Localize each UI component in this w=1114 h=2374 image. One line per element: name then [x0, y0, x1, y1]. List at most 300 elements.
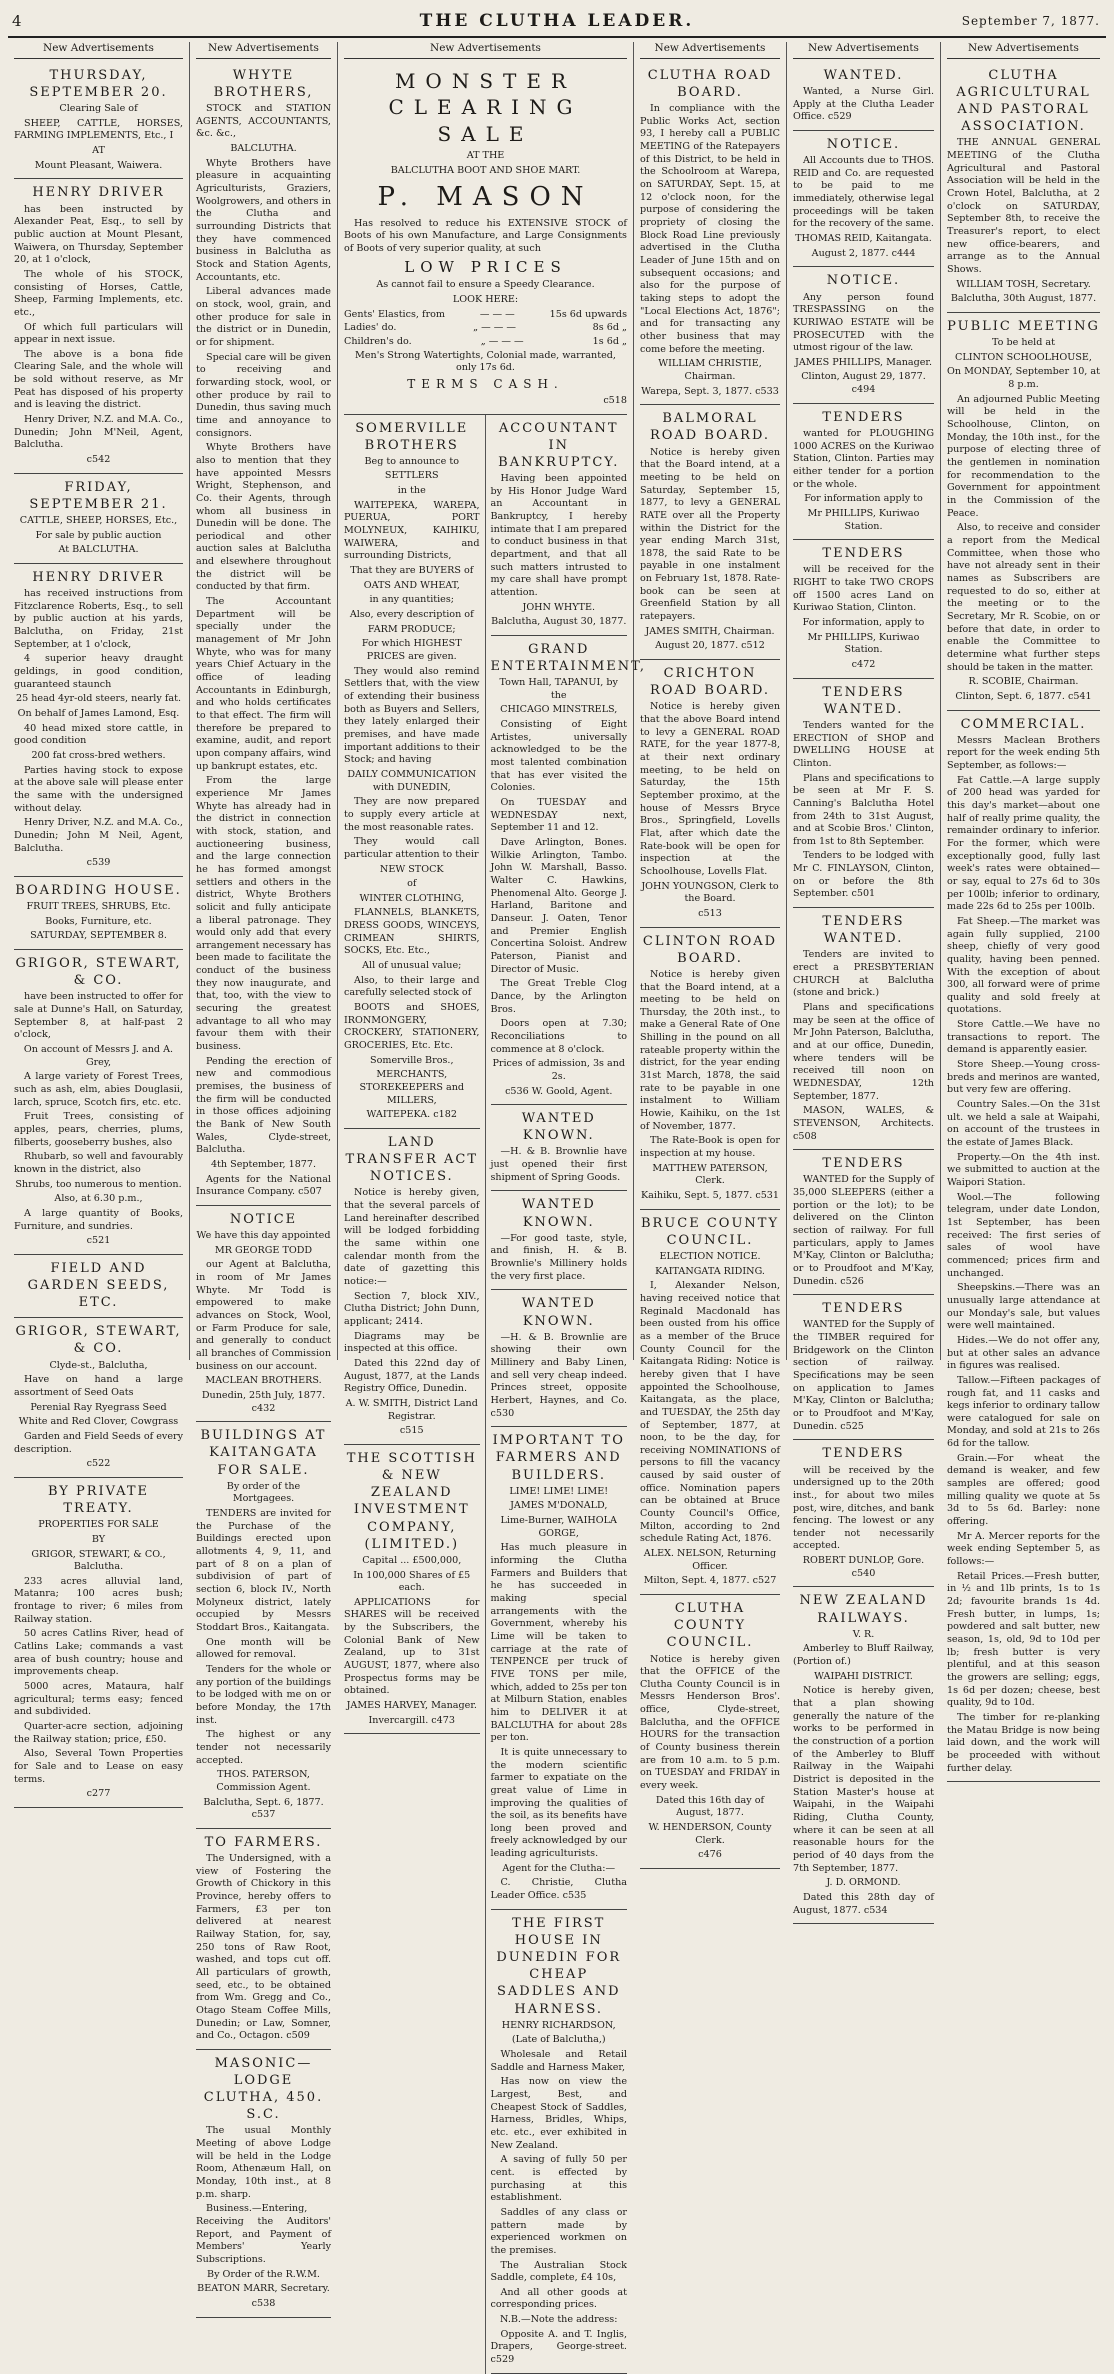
ad-text: Tenders are invited to erect a PRESBYTERIAN CHURCH at Balclutha (stone and brick.)	[793, 949, 934, 999]
ad-text: Prices of admission, 3s and 2s.	[492, 1058, 626, 1082]
ad-text: Mr PHILLIPS, Kuriwao Station.	[807, 631, 920, 656]
advertisement	[344, 1445, 480, 1734]
advertisement	[196, 62, 331, 1206]
ad-text: Having been appointed by His Honor Judge Ward an Accountant in Bankruptcy, I hereby intimate that I am prepared to conduct business in that department, and that all such matters intrusted to my care shall have prompt attention.	[490, 472, 627, 598]
ad-title: SOMERVILLE BROTHERS	[355, 420, 469, 453]
ad-text: JAMES HARVEY, Manager.	[346, 1700, 477, 1712]
ad-title: THE FIRST HOUSE IN DUNEDIN FOR CHEAP SADDLES AND HARNESS.	[496, 1915, 622, 2017]
ad-text: ELECTION NOTICE.	[659, 1250, 761, 1262]
ad-text: our Agent at Balclutha, in room of Mr James Whyte. Mr Todd is empowered to make advances on Stock, Wool, or Farm Produce for sale, and generally to conduct all branches of Commission business on our account.	[196, 1259, 331, 1372]
ad-title: NEW ZEALAND RAILWAYS.	[799, 1593, 928, 1626]
ad-text: The Accountant Department will be specially under the management of Mr John Whyte, who was for many years Chief Actuary in the office of leading Accountants in Edinburgh, and who holds certificates to that effect. The firm will therefore be prepared to examine, audit, and report upon company affairs, wind up bankrupt estates, etc.	[196, 596, 331, 772]
column-heading: New Advertisements	[947, 42, 1100, 59]
ad-text: Agents for the National Insurance Company. c507	[196, 1173, 331, 1198]
ad-text: APPLICATIONS for SHARES will be received by the Subscribers, the Colonial Bank of New Zealand, up to 31st AUGUST, 1877, where also Prospectus forms may be obtained.	[344, 1596, 480, 1697]
ad-text: Agent for the Clutha:—	[502, 1862, 616, 1874]
advertisement	[196, 2050, 331, 2318]
ad-text: Of which full particulars will appear in next issue.	[14, 321, 183, 346]
ad-title: WANTED KNOWN.	[521, 1197, 596, 1230]
column-heading: New Advertisements	[344, 42, 627, 59]
ad-text: Grain.—For wheat the demand is weaker, and few samples are offered; good milling quality we quote at 5s 3d to 5s 6d. Barley: none offering.	[947, 1452, 1100, 1528]
ad-text: Any person found TRESPASSING on the KURIWAO ESTATE will be PROSECUTED with the utmost rigour of the law.	[793, 291, 934, 354]
ad-text: CATTLE, SHEEP, HORSES, Etc.,	[19, 515, 178, 527]
ad-text: SHEEP, CATTLE, HORSES, FARMING IMPLEMENTS, Etc., I	[14, 117, 183, 142]
ad-title: WANTED KNOWN.	[521, 1111, 596, 1144]
ad-text: We have this day appointed	[196, 1230, 331, 1242]
ad-text: KAITANGATA RIDING.	[655, 1265, 765, 1277]
ad-text: Balclutha, 30th August, 1877.	[950, 293, 1097, 305]
ad-text: MERCHANTS, STOREKEEPERS and MILLERS,	[359, 1069, 465, 1106]
ad-text: Also, to receive and consider a report from the Medical Committee, when those who have not already sent in their names as Subscribers are requested to do so, either at the meeting or to the Secretary, Mr R. Scobie, on or before that date, in order to enable the Committee to determine what further steps should be taken in the matter.	[947, 522, 1100, 673]
ad-title: TENDERS	[822, 1446, 905, 1462]
ad-text: The Rate-Book is open for inspection at my house.	[640, 1135, 780, 1160]
ad-text: From the large experience Mr James Whyte has already had in the district in connection with stock, station, and auctioneering business, and the large connection he has formed amongst settlers and others in the district, Whyte Brothers solicit and fully anticipate a liberal patronage. They would only add that every arrangement necessary has been made to facilitate the conduct of the business they now inaugurate, and that, too, with the view to securing the greatest advantage to all who may favour them with their business.	[196, 775, 331, 1053]
ad-title: WANTED KNOWN.	[521, 1296, 596, 1329]
ad-text: —H. & B. Brownlie have just opened their first shipment of Spring Goods.	[490, 1146, 627, 1183]
ad-text: 40 head mixed store cattle, in good condition	[14, 722, 183, 747]
column-2	[190, 42, 338, 2309]
ad-text: Books, Furniture, etc.	[45, 915, 152, 927]
ad-text: Henry Driver, N.Z. and M.A. Co., Dunedin; John M Neil, Agent, Balclutha.	[14, 817, 183, 854]
ad-text: BOOTS and SHOES, IRONMONGERY, CROCKERY, STATIONERY, GROCERIES, Etc. Etc.	[344, 1002, 480, 1052]
clearing-sale-name: P. MASON	[377, 182, 594, 213]
ad-text: PROPERTIES FOR SALE	[38, 1519, 159, 1531]
ad-text: MR GEORGE TODD	[214, 1244, 313, 1256]
ad-text: LIME! LIME! LIME!	[509, 1485, 609, 1497]
advertisement	[491, 1191, 628, 1290]
advertisement	[14, 179, 183, 473]
ad-text: The whole of his STOCK, consisting of Horses, Cattle, Sheep, Farming Implements, etc. etc.,	[14, 268, 183, 318]
advertisement	[947, 62, 1100, 313]
ad-title: BALMORAL ROAD BOARD.	[649, 411, 771, 444]
advertisement	[196, 1829, 331, 2050]
ad-text: Special care will be given to receiving and forwarding stock, wool, or other produce by rail to Dunedin, thus saving much time and annoyance to consignors.	[196, 351, 331, 439]
ad-text: Dated this 16th day of August, 1877.	[655, 1794, 765, 1819]
ad-text: All of unusual value;	[362, 960, 462, 972]
ad-text: Invercargill. c473	[368, 1714, 455, 1726]
ad-text: WAITEPEKA. c182	[366, 1109, 457, 1121]
ad-title: HENRY DRIVER	[32, 185, 165, 201]
advertisement	[793, 131, 934, 267]
ad-text: N.B.—Note the address:	[500, 2314, 618, 2326]
ad-title: GRIGOR, STEWART, & CO.	[15, 956, 182, 989]
advertisement	[491, 1427, 628, 1909]
ad-text: ALEX. NELSON, Returning Officer.	[643, 1548, 777, 1572]
ad-text: Dated this 22nd day of August, 1877, at the Lands Registry Office, Dunedin.	[344, 1357, 480, 1395]
ad-text: Store Sheep.—Young cross-breds and merinos are wanted, but very few are offering.	[947, 1059, 1100, 1096]
ad-text: c515	[399, 1425, 424, 1437]
ad-text: Has now on view the Largest, Best, and Cheapest Stock of Saddles, Harness, Bridles, Whips, etc. etc., ever exhibited in New Zealand.	[490, 2076, 627, 2151]
ad-text: W. HENDERSON, County Clerk.	[648, 1822, 772, 1846]
ad-text: Doors open at 7.30; Reconciliations to commence at 8 o'clock.	[490, 1018, 627, 1055]
ad-text: 4 superior heavy draught geldings, in good condition, guaranteed staunch	[14, 653, 183, 690]
advertisement	[947, 313, 1100, 711]
ad-title: CRICHTON ROAD BOARD.	[649, 666, 771, 699]
ad-text: JAMES PHILLIPS, Manager.	[795, 356, 932, 368]
ad-text: Milton, Sept. 4, 1877. c527	[643, 1575, 777, 1587]
price-dash: „ — — —	[480, 336, 524, 348]
advertisement	[491, 415, 628, 636]
ad-text: wanted for PLOUGHING 1000 ACRES on the Kuriwao Station, Clinton. Parties may either tender for a portion or the whole.	[793, 427, 934, 490]
ad-title: IMPORTANT TO FARMERS AND BUILDERS.	[492, 1433, 625, 1483]
ad-text: On account of Messrs J. and A. Grey,	[23, 1044, 174, 1068]
column-4	[634, 42, 787, 1861]
ad-title: BRUCE COUNTY COUNCIL.	[640, 1215, 780, 1248]
ad-title: FIELD AND GARDEN SEEDS, ETC.	[27, 1260, 170, 1311]
ad-text: Balclutha, August 30, 1877.	[491, 616, 627, 628]
ad-text: BALCLUTHA.	[230, 143, 297, 155]
ad-text: Plans and specifications to be seen at Mr F. S. Canning's Balclutha Hotel from 24th to 31st August, and at Scobie Bros.' Clinton, from 1st to 8th September.	[793, 772, 934, 847]
ad-text: 233 acres alluvial land, Matanra; 100 acres bush; frontage to river; 6 miles from Railway station.	[14, 1575, 183, 1625]
ad-text: 200 fat cross-bred wethers.	[31, 750, 166, 762]
ad-text: On MONDAY, September 10, at 8 p.m.	[947, 366, 1100, 391]
ad-text: Notice is hereby given that the Board intend, at a meeting to be held on Saturday, September 15, 1877, to levy a GENERAL RATE over all the Property within the District for the year ending March 31st, 1878, the said Rate to be payable in one instalment on February 1st, 1878. Rate-book can be seen at Greenfield Station by all ratepayers.	[640, 446, 780, 623]
advertisement	[947, 711, 1100, 1783]
ad-title: TO FARMERS.	[204, 1834, 323, 1850]
ad-text: Business.—Entering, Receiving the Auditors' Report, and Payment of Members' Yearly Subscriptions.	[196, 2203, 331, 2266]
ad-text: Clinton, Sept. 6, 1877. c541	[955, 690, 1092, 702]
ad-text: SATURDAY, SEPTEMBER 8.	[30, 930, 167, 942]
ad-text: By Order of the R.W.M.	[207, 2268, 320, 2280]
ad-text: A. W. SMITH, District Land Registrar.	[345, 1397, 478, 1422]
ad-text: have been instructed to offer for sale at Dunne's Hall, on Saturday, September 8, at half-past 2 o'clock,	[14, 991, 183, 1041]
ad-text: SETTLERS	[384, 470, 439, 482]
price-value: 15s 6d upwards	[549, 308, 627, 320]
ad-text: MASON, WALES, & STEVENSON, Architects. c508	[793, 1105, 934, 1142]
ad-text: Capital ... £500,000,	[362, 1554, 462, 1566]
advertisement	[14, 877, 183, 950]
ad-text: OATS AND WHEAT,	[363, 579, 460, 591]
advertisement	[793, 540, 934, 678]
advertisement	[491, 1290, 628, 1427]
ad-title: TENDERS	[822, 546, 905, 562]
advertisement	[491, 1105, 628, 1191]
ad-text: WAITEPEKA, WAREPA, PUERUA, PORT MOLYNEUX, KAIHIKU, WAIWERA, and surrounding Districts,	[344, 499, 480, 562]
ad-text: The above is a bona fide Clearing Sale, and the whole will be sold without reserve, as Mr Peat has disposed of his property and is leaving the district.	[14, 348, 183, 411]
ad-text: Somerville Bros.,	[370, 1054, 454, 1066]
ad-text: Section 7, block XIV., Clutha District; John Dunn, applicant; 2414.	[344, 1290, 480, 1327]
ad-text: of	[407, 878, 417, 890]
ad-text: The usual Monthly Meeting of above Lodge will be held in the Lodge Room, Athenæum Hall, on Monday, 10th inst., at 8 p.m. sharp.	[196, 2125, 331, 2200]
price-value: 8s 6d „	[592, 322, 627, 334]
advertisement	[793, 404, 934, 540]
ad-text: ROBERT DUNLOP, Gore. c540	[802, 1555, 925, 1579]
ad-text: Dunedin, 25th July, 1877. c432	[201, 1389, 326, 1414]
ad-text: THOS. PATERSON, Commission Agent.	[216, 1769, 311, 1793]
clearing-sale-text: Has resolved to reduce his EXTENSIVE STOCK of Boots of his own Manufacture, and Large Consignments of Boots of very superior quality, at such	[344, 217, 627, 254]
ad-text: c522	[86, 1458, 111, 1470]
columns	[8, 42, 1106, 2366]
ad-title: TENDERS WANTED.	[822, 914, 905, 947]
ad-text: Rhubarb, so well and favourably known in the district, also	[14, 1151, 183, 1175]
ad-text: It is quite unnecessary to the modern scientific farmer to expatiate on the great value of Lime in improving the qualities of the soil, as its benefits have long been proved and freely acknowledged by our leading agriculturists.	[490, 1746, 627, 1860]
advertisement	[793, 908, 934, 1150]
ad-text: DAILY COMMUNICATION with DUNEDIN,	[347, 768, 477, 793]
ad-text: For information apply to	[804, 493, 923, 505]
advertisement	[793, 679, 934, 909]
column-heading: New Advertisements	[640, 42, 780, 59]
column-3-right	[486, 415, 647, 2374]
price-item: Ladies' do.	[344, 322, 397, 334]
price-dash: „ — — —	[473, 322, 516, 334]
advertisement	[640, 405, 780, 660]
ad-text: c277	[86, 1788, 111, 1800]
ad-text: One month will be allowed for removal.	[196, 1636, 331, 1661]
advertisement	[793, 1295, 934, 1440]
ad-title: NOTICE	[229, 1211, 298, 1227]
ad-text: BEATON MARR, Secretary.	[197, 2283, 330, 2295]
advertisement	[14, 564, 183, 877]
advertisement	[793, 1440, 934, 1587]
ad-title: NOTICE.	[826, 136, 901, 152]
ad-text: FLANNELS, BLANKETS, DRESS GOODS, WINCEYS, CRIMEAN SHIRTS, SOCKS, Etc. Etc.,	[344, 907, 480, 957]
ad-text: Notice is hereby given that the Board intend, at a meeting to be held on Thursday, the 20th inst., to make a General Rate of One Shilling in the pound on all rateable property within the district, for the year ending 31st March, 1878, the said rate to be payable in one instalment to William Howie, Kaihiku, on the 1st of November, 1877.	[640, 968, 780, 1132]
ad-text: Sheepskins.—There was an unusually large attendance at our Monday's sale, but values were well maintained.	[947, 1282, 1100, 1332]
clearing-sale-ref: c518	[603, 394, 627, 406]
ad-text: The highest or any tender not necessarily accepted.	[196, 1729, 331, 1766]
ad-title: HENRY DRIVER	[32, 570, 165, 586]
ad-title: THE SCOTTISH & NEW ZEALAND INVESTMENT COMPANY, (LIMITED.)	[346, 1450, 477, 1552]
ad-text: WANTED for the Supply of 35,000 SLEEPERS (either a portion or the lot); to be delivered on the Clinton section of railway. For full particulars, apply to James M'Kay, Clinton or Balclutha; or to Proudfoot and M'Kay, Dunedin. c526	[793, 1174, 934, 1287]
ad-text: has received instructions from Fitzclarence Roberts, Esq., to sell by public auction at his yards, Balclutha, on Friday, 21st September, at 1 o'clock,	[14, 588, 183, 650]
ad-title: CLINTON ROAD BOARD.	[642, 933, 778, 966]
ad-text: c539	[86, 857, 111, 869]
ad-text: Store Cattle.—We have no transactions to report. The demand is apparently easier.	[947, 1019, 1100, 1056]
ad-title: TENDERS	[822, 1301, 905, 1317]
advertisement	[793, 267, 934, 403]
ad-text: Garden and Field Seeds of every description.	[14, 1430, 183, 1455]
price-row	[344, 309, 627, 322]
ad-title: NOTICE.	[826, 273, 901, 289]
ad-text: Pending the erection of new and commodious premises, the business of the firm will be conducted in those offices adjoining the Bank of New South Wales, Clyde-street, Balclutha.	[196, 1055, 331, 1156]
ad-text: Balclutha, Sept. 6, 1877. c537	[203, 1796, 324, 1821]
ad-text: Tenders for the whole or any portion of the buildings to be lodged with me on or before Monday, the 17th inst.	[196, 1663, 331, 1726]
ad-text: White and Red Clover, Cowgrass	[18, 1416, 179, 1428]
ad-title: BY PRIVATE TREATY.	[47, 1483, 150, 1517]
ad-text: The Great Treble Clog Dance, by the Arlington Bros.	[490, 978, 627, 1015]
ad-text: Opposite A. and T. Inglis, Drapers, George-street. c529	[490, 2328, 627, 2366]
ad-text: Lime-Burner, WAIHOLA GORGE,	[500, 1515, 617, 1539]
column-3-subcolumns	[344, 415, 647, 2374]
ad-title: WHYTE BROTHERS,	[213, 67, 314, 101]
ad-text: WINTER CLOTHING,	[359, 892, 465, 904]
advertisement	[14, 950, 183, 1255]
advertisement	[344, 1129, 480, 1445]
ad-title: ACCOUNTANT IN BANKRUPTCY.	[498, 420, 620, 470]
ad-text: R. SCOBIE, Chairman.	[968, 676, 1079, 688]
ad-text: 5000 acres, Mataura, half agricultural; terms easy; fenced and subdivided.	[14, 1681, 183, 1718]
ad-text: For information, apply to	[802, 616, 925, 628]
ad-text: They would call particular attention to their	[344, 836, 480, 860]
ad-text: Warepa, Sept. 3, 1877. c533	[641, 385, 779, 397]
ad-text: HENRY RICHARDSON,	[501, 2019, 616, 2031]
ad-text: FRUIT TREES, SHRUBS, Etc.	[26, 901, 171, 913]
ad-text: Has much pleasure in informing the Clutha Farmers and Builders that he has succeeded in making special arrangements with the Government, whereby his Lime will be taken to carriage at the rate of TENPENCE per truck of FIVE TONS per mile, which, added to 25s per ton at Milburn Station, enables him to DELIVER it at BALCLUTHA for about 28s per ton.	[490, 1542, 627, 1744]
ad-text: At BALCLUTHA.	[58, 544, 139, 556]
column-3-left	[344, 415, 486, 2374]
ad-text: They would also remind Settlers that, with the view of extending their business both as Buyers and Sellers, they lately enlarged their premises, and have made important additions to their Stock; and having	[344, 665, 480, 766]
ad-title: TENDERS	[822, 409, 905, 425]
ad-text: c521	[86, 1235, 111, 1247]
ad-text: Tallow.—Fifteen packages of rough fat, and 11 casks and kegs inferior to ordinary tallow were catalogued for sale on Monday, and sold at 21s to 26s 6d for the tallow.	[947, 1374, 1100, 1450]
ad-text: August 2, 1877. c444	[811, 247, 916, 259]
ad-text: Shrubs, too numerous to mention.	[15, 1178, 182, 1190]
ad-text: Messrs Maclean Brothers report for the week ending 5th September, as follows:—	[947, 734, 1100, 772]
ad-text: For sale by public auction	[35, 529, 162, 541]
advertisement	[793, 62, 934, 131]
ad-text: Dated this 28th day of August, 1877. c534	[793, 1891, 934, 1916]
clearing-sale-venue: BALCLUTHA BOOT AND SHOE MART.	[390, 164, 581, 176]
ad-text: MACLEAN BROTHERS.	[205, 1375, 322, 1387]
ad-text: Fruit Trees, consisting of apples, pears, cherries, plums, filberts, gooseberry bushes, also	[14, 1111, 183, 1148]
ad-text: AT	[92, 145, 105, 157]
ad-text: Wholesale and Retail Saddle and Harness Maker,	[490, 2049, 627, 2073]
ad-text: Have on hand a large assortment of Seed Oats	[14, 1374, 183, 1398]
ad-text: JAMES M'DONALD,	[510, 1500, 608, 1512]
advertisement	[640, 1595, 780, 1869]
price-list	[344, 309, 627, 349]
ad-text: 25 head 4yr-old steers, nearly fat.	[15, 693, 182, 705]
page-number: 4	[12, 12, 22, 30]
ad-title: FRIDAY, SEPTEMBER 21.	[29, 479, 168, 512]
ad-text: In compliance with the Public Works Act, section 93, I hereby call a PUBLIC MEETING of the Ratepayers of this District, to be held in the Schoolroom at Warepa, on SATURDAY, Sept. 15, at 12 o'clock noon, for the purpose of considering the propriety of closing the Block Road Line previously advertised in the Clutha Leader of June 15th and on subsequent occasions; and also for the purpose of taking steps to adopt the "Local Elections Act, 1876"; and for transacting any other business that may come before the meeting.	[640, 103, 780, 355]
ad-text: Tenders to be lodged with Mr C. FINLAYSON, Clinton, on or before the 8th September. c501	[793, 850, 934, 900]
ad-text: Saddles of any class or pattern made by experienced workmen on the premises.	[490, 2206, 627, 2256]
ad-text: C. Christie, Clutha Leader Office. c535	[490, 1877, 627, 1902]
newspaper-title: THE CLUTHA LEADER.	[419, 11, 695, 31]
ad-text: In 100,000 Shares of £5 each.	[353, 1569, 471, 1594]
ad-text: CHICAGO MINSTRELS,	[500, 704, 618, 716]
advertisement	[640, 660, 780, 927]
ad-text: c536 W. Goold, Agent.	[505, 1085, 613, 1097]
ad-text: Amberley to Bluff Railway, (Portion of.)	[793, 1643, 934, 1668]
ad-text: Town Hall, TAPANUI, by the	[499, 677, 618, 701]
issue-date: September 7, 1877.	[961, 14, 1100, 28]
column-heading: New Advertisements	[196, 42, 331, 59]
ad-text: Also, at 6.30 p.m.,	[54, 1193, 143, 1205]
clearing-sale-terms: TERMS CASH.	[407, 377, 564, 392]
advertisement	[14, 474, 183, 564]
ad-text: V. R.	[852, 1628, 875, 1640]
ad-text: The Australian Stock Saddle, complete, £4 10s,	[490, 2259, 627, 2284]
ad-title: CLUTHA ROAD BOARD.	[647, 67, 773, 101]
ad-text: A large variety of Forest Trees, such as ash, elm, abies Douglasii, larch, spruce, Scotch firs, etc. etc.	[14, 1071, 183, 1108]
ad-text: Dave Arlington, Bones. Wilkie Arlington, Tambo. John W. Marshall, Basso. Walter C. Hawkins, Phenomenal Alto. George J. Harland, Baritone and Danseur. J. Oaten, Tenor and Premier English Concertina Soloist. Andrew Paterson, Pianist and Director of Music.	[490, 837, 627, 975]
ad-text: I, Alexander Nelson, having received notice that Reginald Macdonald has been ousted from his office as a member of the Bruce County Council for the Kaitangata Riding: Notice is hereby given that I have appointed the Schoolhouse, Kaitangata, as the place, and TUESDAY, the 25th day of September, 1877, at noon, to be the day, for receiving NOMINATIONS of persons to fill the vacancy caused by said ouster of office. Nomination papers can be obtained at Bruce County Council's Office, Milton, according to 2nd schedule Rating Act, 1876.	[640, 1280, 780, 1545]
ad-title: TENDERS	[822, 1156, 905, 1172]
ad-text: 50 acres Catlins River, head of Catlins Lake; commands a vast area of bush country; house and improvements cheap.	[14, 1628, 183, 1678]
ad-text: Also, to their large and carefully selected stock of	[344, 974, 480, 999]
ad-text: Clyde-st., Balclutha,	[49, 1359, 148, 1371]
ad-text: c513	[698, 907, 722, 919]
ad-title: THURSDAY, SEPTEMBER 20.	[29, 67, 168, 101]
ad-text: THE ANNUAL GENERAL MEETING of the Clutha Agricultural and Pastoral Association will be held in the Crown Hotel, Balclutha, at 2 o'clock on SATURDAY, September 8th, to receive the Treasurer's report, to elect new office-bearers, and arrange as to the Annual Shows.	[947, 137, 1100, 276]
advertisement	[640, 1210, 780, 1595]
ad-text: Property.—On the 4th inst. we submitted to auction at the Waipori Station.	[947, 1151, 1100, 1189]
ad-text: On TUESDAY and WEDNESDAY next, September 11 and 12.	[490, 797, 627, 834]
column-3	[338, 42, 647, 2366]
column-5	[787, 42, 941, 1916]
ad-text: JOHN WHYTE.	[522, 601, 596, 613]
ad-text: They are now prepared to supply every article at the most reasonable rates.	[344, 796, 480, 833]
ad-text: And all other goods at corresponding prices.	[490, 2286, 627, 2311]
ad-text: On behalf of James Lamond, Esq.	[17, 708, 180, 720]
ad-text: Fat Sheep.—The market was again fully supplied, 2100 sheep, chiefly of very good quality, having been penned. With the exception of about 300, all forward were of prime quality and sold freely at quotations.	[947, 915, 1100, 1016]
ad-text: has been instructed by Alexander Peat, Esq., to sell by public auction at Mount Plesant, Waiwera, on Thursday, September 20, at 1 o'clock,	[14, 203, 183, 266]
ad-text: GRIGOR, STEWART, & CO., Balclutha.	[31, 1548, 166, 1573]
advertisement	[196, 1206, 331, 1422]
ad-text: in the	[397, 485, 426, 497]
ad-text: c542	[86, 454, 111, 466]
column-heading: New Advertisements	[14, 42, 183, 59]
clearing-sale-title: MONSTER CLEARING SALE	[388, 68, 583, 146]
advertisement	[793, 1587, 934, 1924]
ad-text: c472	[851, 658, 876, 670]
ad-text: Notice is hereby given, that a plan showing generally the nature of the works to be performed in the construction of a portion of the Amberley to Bluff Railway in the Waipahi District is deposited in the Station Master's house at Waipahi, in the Waipahi Riding, Clutha County, where it can be seen at all reasonable hours for the period of 40 days from the 7th September, 1877.	[793, 1685, 934, 1874]
ad-text: Whyte Brothers have pleasure in acquainting Agriculturists, Graziers, Woolgrowers, and others in the Clutha and surrounding Districts that they have commenced business in Balclutha as Stock and Station Agents, Accountants, etc.	[196, 157, 331, 283]
ad-title: BUILDINGS AT KAITANGATA FOR SALE.	[200, 1428, 327, 1478]
advertisement	[491, 1910, 628, 2374]
ad-text: MATTHEW PATERSON, Clerk.	[652, 1162, 768, 1187]
ad-title: CLUTHA AGRICULTURAL AND PASTORAL ASSOCIATION.	[956, 67, 1091, 135]
ad-text: in any quantities;	[369, 594, 455, 606]
ad-title: MASONIC—LODGE CLUTHA, 450. S.C.	[203, 2055, 324, 2123]
ad-text: THOMAS REID, Kaitangata.	[795, 233, 932, 245]
ad-text: FARM PRODUCE;	[367, 623, 456, 635]
ad-text: c476	[698, 1849, 722, 1861]
clearing-sale-prices: LOW PRICES	[404, 257, 567, 276]
price-row	[344, 336, 627, 349]
ad-text: Also, Several Town Properties for Sale and to Lease on easy terms.	[14, 1748, 183, 1785]
ad-text: Whyte Brothers have also to mention that they have appointed Messrs Wright, Stephenson, and Co. their Agents, through whom all business in Dunedin will be done. The periodical and other auction sales at Balclutha and elsewhere throughout the district will be conducted by that firm.	[196, 442, 331, 593]
ad-title: TENDERS WANTED.	[822, 684, 905, 717]
ad-text: Consisting of Eight Artistes, universally acknowledged to be the most talented combination that has ever visited the Colonies.	[490, 719, 627, 794]
ad-text: Beg to announce to	[364, 455, 460, 467]
advertisement	[14, 1255, 183, 1318]
advertisement	[14, 1478, 183, 1808]
ad-text: STOCK and STATION AGENTS, ACCOUNTANTS, &c. &c.,	[196, 103, 331, 140]
ad-text: Country Sales.—On the 31st ult. we held a sale at Waipahi, on account of the trustees in the estate of James Black.	[947, 1099, 1100, 1149]
ad-text: WAIPAHI DISTRICT.	[814, 1670, 913, 1682]
ad-text: Clearing Sale of	[59, 103, 138, 115]
advertisement	[490, 636, 647, 1105]
ad-text: A large quantity of Books, Furniture, and sundries.	[14, 1207, 183, 1232]
ad-text: Wanted, a Nurse Girl. Apply at the Clutha Leader Office. c529	[793, 86, 934, 123]
ad-text: For which HIGHEST PRICES are given.	[361, 638, 462, 662]
advertisement	[14, 62, 183, 180]
ad-text: An adjourned Public Meeting will be held in the Schoolhouse, Clinton, on Monday, the 10th inst., for the purpose of electing three of the gentlemen in nomination for recommendation to the Government for appointment in the Commission of the Peace.	[947, 393, 1100, 519]
ad-text: Notice is hereby given that the OFFICE of the Clutha County Council is in Messrs Henderson Bros'. office, Clyde-street, Balclutha, and the OFFICE HOURS for the transaction of County business therein are from 10 a.m. to 5 p.m. on TUESDAY and FRIDAY in every week.	[640, 1653, 780, 1792]
advertisement	[344, 415, 480, 1129]
ad-text: Perenial Ray Ryegrass Seed	[30, 1401, 167, 1413]
ad-title: CLUTHA COUNTY COUNCIL.	[666, 1601, 754, 1651]
column-6	[941, 42, 1106, 1774]
clearing-sale-watertights: Men's Strong Watertights, Colonial made, warranted, only 17s 6d.	[355, 349, 616, 374]
ad-text: Mount Pleasant, Waiwera.	[34, 159, 163, 171]
clearing-sale-ensure: As cannot fail to ensure a Speedy Clearance.	[376, 279, 595, 291]
ad-title: GRAND ENTERTAINMENT,	[490, 641, 647, 674]
ad-text: Notice is hereby given that the above Board intend to levy a GENERAL ROAD RATE, for the year 1877-8, at their next ordinary meeting, to be held on Saturday, the 15th September proximo, at the house of Messrs Bryce Bros., Springfield, Lovells Flat, after which date the Rate-book will be open for inspection at the Schoolhouse, Lovells Flat.	[640, 701, 780, 877]
ad-text: The timber for re-planking the Matau Bridge is now being laid down, and the work will be proceeded with without further delay.	[947, 1711, 1100, 1774]
column-heading: New Advertisements	[793, 42, 934, 59]
ad-text: c538	[251, 2297, 276, 2309]
ad-text: That they are BUYERS of	[350, 565, 474, 577]
ad-text: A saving of fully 50 per cent. is effected by purchasing at this establishment.	[490, 2154, 627, 2204]
ad-text: Plans and specifications may be seen at the office of Mr John Paterson, Balclutha, and at our office, Dunedin, where tenders will be received till noon on WEDNESDAY, 12th September, 1877.	[793, 1002, 934, 1102]
ad-title: COMMERCIAL.	[960, 716, 1087, 732]
masthead	[8, 10, 1106, 38]
ad-text: Liberal advances made on stock, wool, grain, and other produce for sale in the district or in Dunedin, or for shipment.	[196, 286, 331, 348]
